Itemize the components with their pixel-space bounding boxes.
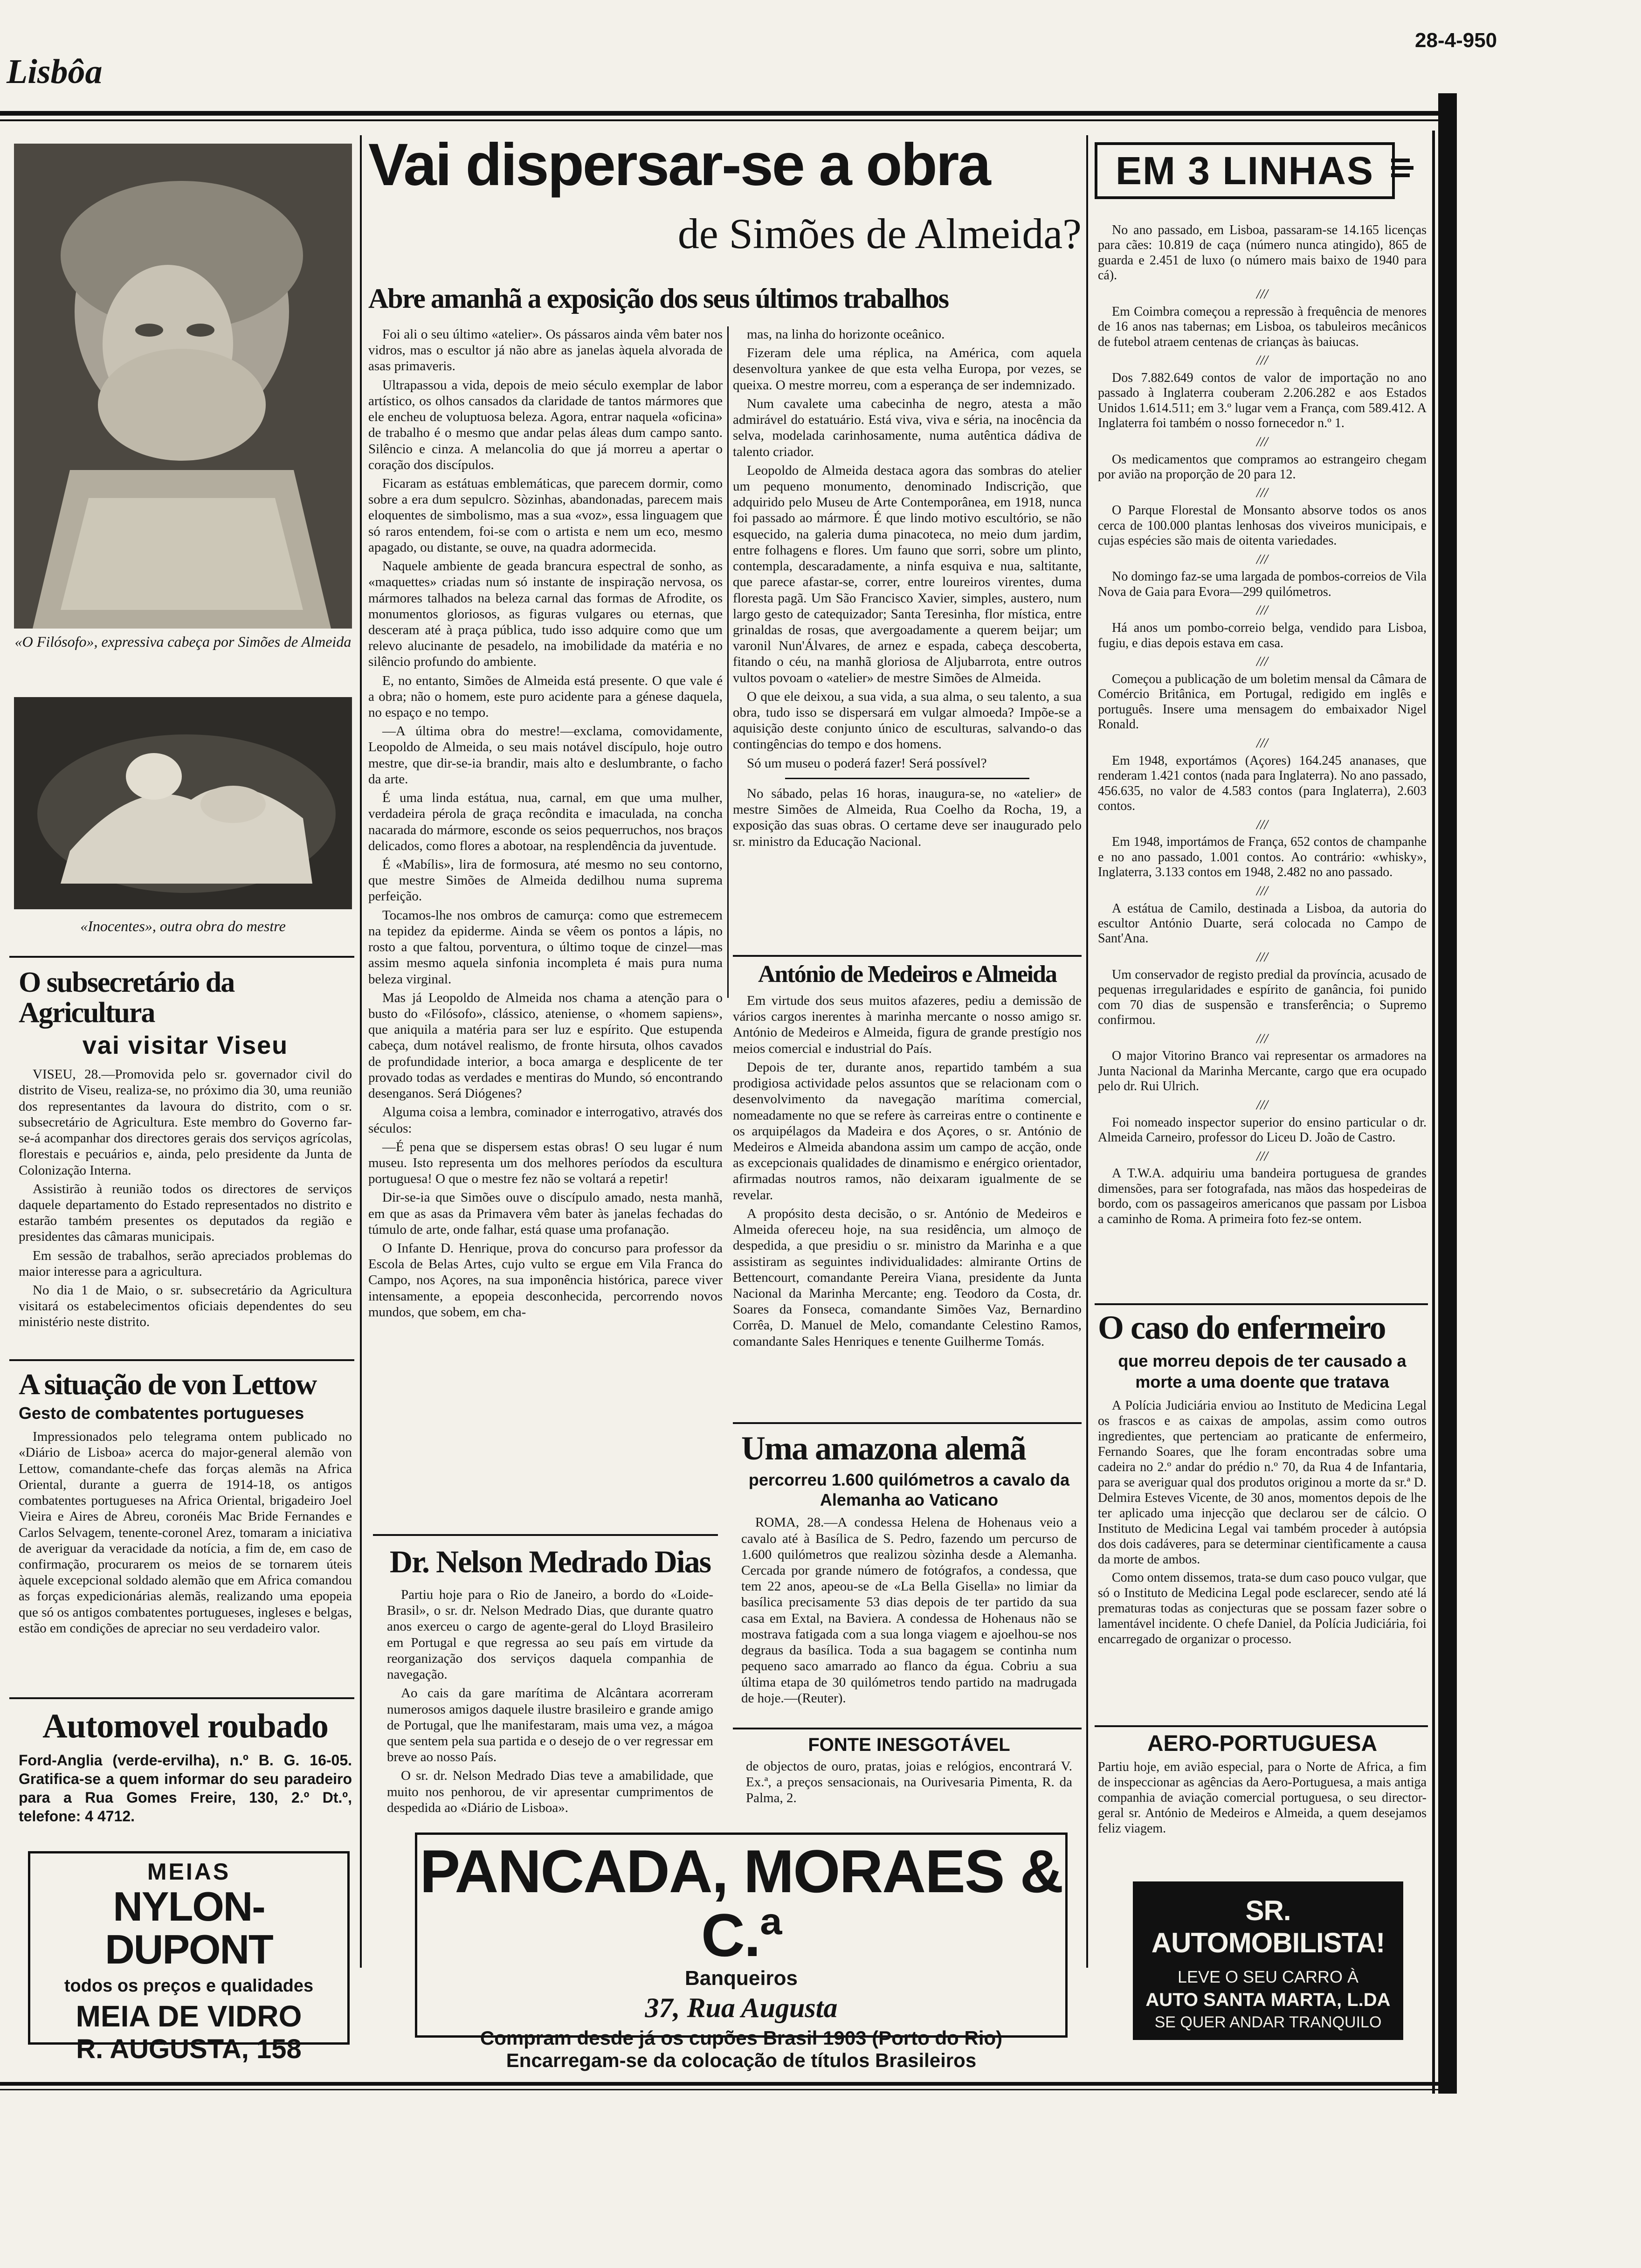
lettow-article <box>19 1369 352 1639</box>
section-title: Lisbôa <box>7 53 103 91</box>
paragraph: Naquele ambiente de geada brancura espectral de sonho, as «maquettes» criadas num só instante de inspiração nervosa, os mármores talhados na beleza carnal das formas de Afrodite, os monumentos gloriosos, as figuras vulgares ou eternas, que desceram até à praça pública, tudo isso adquire como que um relevo alucinante de pesadelo, na imobilidade da matéria e no silêncio profundo do ambiente. <box>368 559 723 670</box>
header-rule <box>0 111 1450 116</box>
em3linhas-title: EM 3 LINHAS <box>1115 149 1374 193</box>
aero-title: AERO-PORTUGUESA <box>1147 1731 1378 1756</box>
subsecretario-title: O subsecretário da Agricultura <box>19 967 234 1029</box>
automobilista-line5: 51, R. DE SANTA MARTA, 51-C <box>1191 2039 1345 2051</box>
list-item: A T.W.A. adquiriu uma bandeira portuguesa de grandes dimensões, para ser fotografada, nas mãos das hospedeiras de bordo, com os passageiros americanos que passam por Lisboa a caminho de Roma. A primeira foto fez-se ontem. <box>1098 1166 1427 1226</box>
medeiros-body <box>733 993 1082 1349</box>
paragraph: —É pena que se dispersem estas obras! O seu lugar é num museu. Isto representa um dos melhores períodos da escultura portuguesa! O que o mestre fez não se voltará a repetir! <box>368 1139 723 1187</box>
right-border-inner <box>1432 131 1435 2094</box>
meias-line4: MEIA DE VIDRO <box>76 1999 302 2033</box>
separator: /// <box>1256 1148 1268 1164</box>
list-item: Foi nomeado inspector superior do ensino particular o dr. Almeida Carneiro, professor do Liceu D. João de Castro. <box>1098 1115 1427 1145</box>
list-item: Há anos um pombo-correio belga, vendido para Lisboa, fugiu, e dias depois estava em casa. <box>1098 621 1427 650</box>
expo-rule <box>785 778 1029 779</box>
list-item: O Parque Florestal de Monsanto absorve todos os anos cerca de 100.000 plantas lenhosas dos viveiros municipais, e cujas espécies são mais de oitenta variedades. <box>1098 503 1427 548</box>
paragraph: Ultrapassou a vida, depois de meio século exemplar de labor artístico, os olhos cansados da claridade de tantos mármores que ele encheu de voluptuosa beleza. Agora, entrar naquela «oficina» de trabalho é o mesmo que andar pelas áleas dum campo santo. Silêncio e cinza. A melancolia do que já morreu a apertar o coração dos discípulos. <box>368 377 723 472</box>
main-subhead: Abre amanhã a exposição dos seus últimos trabalhos <box>368 283 949 314</box>
em3linhas-box <box>1095 142 1395 199</box>
list-item: Começou a publicação de um boletim mensal da Câmara de Comércio Britânica, em Portugal, redigido em inglês e português. Insere uma mensagem do embaixador Nigel Ronald. <box>1098 671 1427 732</box>
list-item: Dos 7.882.649 contos de valor de importação no ano passado à Inglaterra couberam 2.206.282 e aos Estados Unidos 1.614.511; em 3.º lugar vem a França, com 589.412. A Inglaterra foi também o nosso fornecedor n.º 1. <box>1098 370 1427 431</box>
separator: /// <box>1256 485 1268 501</box>
right-border <box>1438 93 1457 2094</box>
amazona-article <box>741 1431 1077 1709</box>
aero-text: Partiu hoje, em avião especial, para o Norte de Africa, a fim de inspeccionar as agências da Aero-Portuguesa, a mais antiga companhia de aviação comercial portuguesa, o seu director-geral sr. António de Medeiros e Almeida, a quem desejamos feliz viagem. <box>1098 1760 1427 1836</box>
subsecretario-body <box>19 1066 352 1330</box>
pancada-line4: Compram desde já os cupões Brasil 1903 (Porto do Rio) <box>480 2027 1003 2049</box>
philosopher-caption: «O Filósofo», expressiva cabeça por Simões de Almeida <box>14 633 352 650</box>
rule-center-1 <box>733 955 1082 957</box>
paragraph: Ao cais da gare marítima de Alcântara acorreram numerosos amigos daquele ilustre brasileiro e grande amigo de Portugal, que lhe manifestaram, mais uma vez, a mágoa que sentem pela sua partida e o desejo de o ver regressar em breve ao nosso País. <box>387 1686 713 1765</box>
list-item: Em 1948, importámos de França, 652 contos de champanhe e no ano passado, 1.001 contos. Ao contrário: «whisky», Inglaterra, 3.133 contos em 1948, 2.482 no ano passado. <box>1098 835 1427 880</box>
rule-left-2 <box>9 1359 354 1361</box>
section-header <box>0 52 196 94</box>
separator: /// <box>1256 816 1268 832</box>
enfermeiro-body <box>1098 1398 1427 1647</box>
subsecretario-article <box>19 968 352 1333</box>
paragraph: mas, na linha do horizonte oceânico. <box>747 327 945 342</box>
separator: /// <box>1256 1097 1268 1113</box>
separator: /// <box>1256 654 1268 670</box>
automobilista-line3: AUTO SANTA MARTA, L.DA <box>1145 1990 1391 2010</box>
list-item: Em Coimbra começou a repressão à frequência de menores de 16 anos nas tabernas; em Lisboa, os tabuleiros mecânicos de futebol atraem centenas de crianças às baiucas. <box>1098 304 1427 349</box>
footer-rule <box>0 2082 1450 2086</box>
paragraph: Fizeram dele uma réplica, na América, com aquela desenvoltura yankee de que esta velha Europa, por vezes, se queixa. O mestre morreu, com a esperança de ser indemnizado. <box>733 346 1082 393</box>
main-column-2 <box>733 326 1082 852</box>
lettow-body <box>19 1429 352 1636</box>
medeiros-title: António de Medeiros e Almeida <box>758 961 1057 988</box>
medrado-body <box>387 1587 713 1816</box>
paragraph: Assistirão à reunião todos os directores de serviços daquele departamento do Estado representados no distrito e estarão também presentes os deputados da região e presidentes das câmaras municipais. <box>19 1181 352 1245</box>
paragraph: Como ontem dissemos, trata-se dum caso pouco vulgar, que só o Instituto de Medicina Legal pode esclarecer, sendo até lá prematuras todas as conjecturas que se possam fazer sobre o lamentável incidente. O chefe Daniel, da Polícia Judiciária, foi encarregado de organizar o processo. <box>1098 1570 1427 1647</box>
list-item: Em 1948, exportámos (Açores) 164.245 ananases, que renderam 1.421 contos (nada para Inglaterra). No ano passado, 456.635, no valor de 4.583 contos (para Inglaterra), 2.603 contos. <box>1098 753 1427 814</box>
paragraph: Leopoldo de Almeida destaca agora das sombras do atelier um pequeno monumento, denominado Indiscrição, que adquirido pelo Museu de Arte Contemporânea, em 1918, nunca foi passado ao mármore. É que lindo motivo escultório, se não esquecido, na galeria duma pinacoteca, no meio dum jardim, entre folhagens e flores. Um fauno que sorri, sobre um plinto, contempla, descaradamente, a ninfa esquiva e nua, saltitante, que parece afastar-se, correr, entre loureiros virentes, duma floresta pagã. Um São Francisco Xavier, simples, austero, num largo gesto de catequizador; Santa Teresinha, flor mística, entre grinaldas de rosas, que avergoadamente a querem beijar; um varonil Nun'Álvares, de arnez e espada, cabeça descoberta, fitando o céu, na manhã gloriosa de Aljubarrota, entre outros vultos povoam o «atelier» de mestre Simões de Almeida. <box>733 463 1082 685</box>
header-rule-thin <box>0 119 1450 121</box>
rule-left-1 <box>9 956 354 958</box>
amazona-subtitle: percorreu 1.600 quilómetros a cavalo da Alemanha ao Vaticano <box>748 1470 1070 1510</box>
paragraph: É uma linda estátua, nua, carnal, em que uma mulher, verdadeira pérola de graça recôndita e imaculada, na concha nacarada do mármore, esconde os seios pequerruchos, nos braços delicados, como flores a abotoar, na resplendência da juventude. <box>368 790 723 853</box>
pancada-line5: Encarregam-se da colocação de títulos Brasileiros <box>506 2049 977 2071</box>
separator: /// <box>1256 1030 1268 1046</box>
enfermeiro-subtitle: que morreu depois de ter causado a morte a uma doente que tratava <box>1118 1351 1407 1391</box>
em3linhas-list <box>1098 223 1427 1230</box>
automovel-text: Ford-Anglia (verde-ervilha), n.º B. G. 16-05. Gratifica-se a quem informar do seu paradeiro para a Rua Gomes Freire, 130, 2.º Dt.º, telefone: 4 4712. <box>19 1752 352 1825</box>
lettow-title: A situação de von Lettow <box>19 1368 317 1401</box>
rule-left-3 <box>9 1697 354 1699</box>
rule-right-2 <box>1095 1725 1428 1727</box>
rule-center-2 <box>373 1534 718 1536</box>
list-item: No ano passado, em Lisboa, passaram-se 14.165 licenças para cães: 10.819 de caça (número nunca atingido), 865 de guarda e 2.451 de luxo (o número mais baixo de 1940 para cá). <box>1098 223 1427 283</box>
rule-center-3 <box>733 1422 1082 1424</box>
list-item: Um conservador de registo predial da província, acusado de pequenas irregularidades e espírito de ganância, foi punido com 70 dias de suspensão e transferência; o Supremo confirmou. <box>1098 967 1427 1028</box>
meias-line3: todos os preços e qualidades <box>64 1976 314 1996</box>
column-rule-1 <box>360 135 362 1968</box>
pancada-ad <box>415 1832 1068 2071</box>
main-headline-2: de Simões de Almeida? <box>677 210 1082 257</box>
rule-center-4 <box>733 1728 1082 1729</box>
paragraph: O que ele deixou, a sua vida, a sua alma, o seu talento, a sua obra, tudo isso se dispersará em vulgar almoeda? Impõe-se a aquisição deste conjunto único de esculturas, salvando-o das contingências do tempo e dos homens. <box>733 689 1082 752</box>
pancada-line3: 37, Rua Augusta <box>645 1992 838 2023</box>
amazona-title: Uma amazona alemã <box>741 1430 1026 1467</box>
paragraph: Só um museu o poderá fazer! Será possível? <box>747 755 987 771</box>
page-date: 28-4-950 <box>1415 29 1497 52</box>
footer-rule-thin <box>0 2089 1450 2090</box>
paragraph: Num cavalete uma cabecinha de negro, atesta a mão admirável do estatuário. Está viva, viva e séria, na inocência da selva, modelada carinhosamente, numa autêntica dádiva de talento criador. <box>733 396 1082 459</box>
enfermeiro-title: O caso do enfermeiro <box>1098 1309 1386 1346</box>
paragraph: Depois de ter, durante anos, repartido também a sua prodigiosa actividade pelos assuntos que se relacionam com o desenvolvimento da navegação marítima comercial, nomeadamente no que se refere às carreiras entre o continente e os arquipélagos da Madeira e dos Açores, o sr. António de Medeiros e Almeida abandona assim um campo de acção, onde as excepcionais qualidades de dinamismo e enérgico orientador, afirmadas noutros ramos, não deixaram igualmente de se revelar. <box>733 1059 1082 1203</box>
paragraph: Foi ali o seu último «atelier». Os pássaros ainda vêm bater nos vidros, mas o escultor já não abre as janelas àquela alvorada de asas primaveris. <box>368 327 723 374</box>
meias-line1: MEIAS <box>147 1859 231 1885</box>
list-item: No domingo faz-se uma largada de pombos-correios de Vila Nova de Gaia para Evora—299 quilómetros. <box>1098 569 1427 599</box>
expo-paragraph: No sábado, pelas 16 horas, inaugura-se, no «atelier» de mestre Simões de Almeida, Rua Coelho da Rocha, 19, a exposição das suas obras. O certame deve ser inaugurado pelo sr. ministro da Educação Nacional. <box>733 786 1082 849</box>
paragraph: E, no entanto, Simões de Almeida está presente. O que vale é a obra; não o homem, este puro acidente para a génese daquela, no espaço e no tempo. <box>368 673 723 720</box>
main-headline: Vai dispersar-se a obra <box>368 131 990 198</box>
inocentes-photo <box>14 697 352 909</box>
main-column-1 <box>368 326 723 1323</box>
pancada-name: PANCADA, MORAES & C.ª <box>420 1837 1063 1969</box>
lettow-subtitle: Gesto de combatentes portugueses <box>19 1404 304 1423</box>
paragraph: Alguma coisa a lembra, cominador e interrogativo, através dos séculos: <box>368 1105 723 1136</box>
paragraph: ROMA, 28.—A condessa Helena de Hohenaus veio a cavalo até à Basílica de S. Pedro, fazendo um percurso de 1.600 quilómetros que realizou sòzinha desde a Alemanha. Cercada por grande número de fotógrafos, a condessa, que tem 22 anos, apeou-se de «La Bella Gisella» no limiar da basílica precisamente 53 dias depois de ter partido da sua casa em Extal, na Baviera. A condessa de Hohenaus não se mostrava fatigada com a sua longa viagem e ajoelhou-se nos degraus da basílica. Toda a sua bagagem se continha num pequeno saco amarrado ao flanco da égua. Cobriu a sua última etapa de 30 quilómetros tendo partido na madrugada de hoje.—(Reuter). <box>741 1515 1077 1706</box>
separator: /// <box>1256 353 1268 368</box>
list-item: O major Vitorino Branco vai representar os armadores na Junta Nacional da Marinha Mercante, cargo que era ocupado pelo dr. Rui Ulrich. <box>1098 1049 1427 1094</box>
paragraph: A propósito desta decisão, o sr. António de Medeiros e Almeida ofereceu hoje, na sua residência, um almoço de despedida, a que presidiu o sr. ministro da Marinha e a que assistiram as seguintes individualidades: almirante Ortins de Bettencourt, comandante Pereira Viana, presidente da Junta Nacional da Marinha Mercante; eng. Teodoro da Costa, dr. Soares da Fonseca, comandante Simões Vaz, Bernardino Corrêa, D. Manuel de Melo, comandante Celestino Ramos, comandante Sales Henriques e tenente Guilherme Tomás. <box>733 1206 1082 1349</box>
medrado-article <box>387 1543 713 1819</box>
separator: /// <box>1256 602 1268 618</box>
meias-line5: R. AUGUSTA, 158 <box>76 2033 302 2064</box>
paragraph: Ficaram as estátuas emblemáticas, que parecem dormir, como sobre a era dum sepulcro. Sòzinhas, abandonadas, parecem mais eloquentes de simbolismo, mas a sua «voz», essa linguagem que só raros entendem, foi-se com o artista e nem um eco, mesmo apagado, ou distante, se ouve, na quadra adormecida. <box>368 476 723 555</box>
paragraph: Em sessão de trabalhos, serão apreciados problemas do maior interesse para a agricultura. <box>19 1248 352 1279</box>
automobilista-line4: SE QUER ANDAR TRANQUILO <box>1154 2013 1382 2031</box>
pancada-line2: Banqueiros <box>684 1967 798 1990</box>
subsecretario-subtitle: vai visitar Viseu <box>82 1031 289 1060</box>
amazona-body <box>741 1514 1077 1706</box>
automobilista-ad <box>1133 1881 1403 2051</box>
automobilista-line2: LEVE O SEU CARRO À <box>1177 1967 1359 1986</box>
philosopher-photo <box>14 144 352 629</box>
separator: /// <box>1256 883 1268 899</box>
rule-right-1 <box>1095 1303 1428 1305</box>
enfermeiro-article <box>1098 1310 1427 1650</box>
paragraph: —A última obra do mestre!—exclama, comovidamente, Leopoldo de Almeida, o seu mais notável discípulo, hoje outro mestre, que dir-se-ia brandir, mais alto e deslumbrante, o facho da arte. <box>368 724 723 787</box>
fonte-text: de objectos de ouro, pratas, joias e relógios, encontrará V. Ex.ª, a preços sensacionais, na Ourivesaria Pimenta, R. da Palma, 2. <box>746 1759 1072 1806</box>
paragraph: O sr. dr. Nelson Medrado Dias teve a amabilidade, que muito nos penhorou, de vir apresentar cumprimentos de despedida ao «Diário de Lisboa». <box>387 1768 713 1815</box>
list-item: Os medicamentos que compramos ao estrangeiro chegam por avião na proporção de 20 para 12. <box>1098 452 1427 482</box>
separator: /// <box>1256 286 1268 302</box>
paragraph: O Infante D. Henrique, prova do concurso para professor da Escola de Belas Artes, cujo vulto se ergue em Vila Franca do Campo, nos Açores, na sua imponência histórica, parece viver intensamente, a epopeia desconhecida, percorrendo novos mundos, que sobem, em cha- <box>368 1241 723 1320</box>
main-column-divider <box>727 326 729 998</box>
paragraph: Tocamos-lhe nos ombros de camurça: como que estremecem na tepidez da epiderme. Ainda se vêem os pontos a lápis, no rosto a que faltou, porventura, o último toque de cinzel—mas assim mesmo aquela sinfonia incompleta é mais pura numa beleza virginal. <box>368 907 723 987</box>
meias-line2: NYLON-DUPONT <box>105 1883 273 1973</box>
paragraph: Impressionados pelo telegrama ontem publicado no «Diário de Lisboa» acerca do major-general alemão von Lettow, comandante-chefe das forças alemãs na Africa Oriental, durante a guerra de 1914-18, os antigos combatentes portugueses na Africa Oriental, brigadeiro Joel Vieira e Aires de Abreu, coronéis Mac Bride Fernandes e Carlos Selvagem, tenente-coronel Arez, tomaram a iniciativa de averiguar da veracidade da notícia, a fim de, em caso de confirmação, procurarem os meios de se tornarem úteis àquele excepcional soldado alemão que em Africa comandou as forças expedicionárias alemãs, realizando uma epopeia que só os antigos combatentes portugueses, ingleses e belgas, estão em condições de apreciar no seu verdadeiro valor. <box>19 1429 352 1636</box>
meias-ad <box>28 1851 350 2064</box>
paragraph: Dir-se-ia que Simões ouve o discípulo amado, nesta manhã, em que as asas da Primavera vêm bater às janelas fechadas do túmulo de arte, onde falhar, está quase uma profanação. <box>368 1190 723 1237</box>
sculpture-illustration <box>14 697 352 909</box>
paragraph: A Polícia Judiciária enviou ao Instituto de Medicina Legal os frascos e as caixas de ampolas, assim como outros ingredientes, que pertenciam ao praticante de enfermeiro, Fernando Soares, que lhe foram encontradas sobre uma cadeira no 2.º andar do prédio n.º 70, da Rua 4 de Infantaria, para se averiguar qual dos produtos originou a morte da sr.ª D. Delmira Esteves Vicente, de 30 anos, momentos depois de lhe ter aplicado uma injecção que declarou ser de cálcio. O Instituto de Medicina Legal vai também proceder à autópsia dos dois cadáveres, para se determinar cientìficamente a causa da morte de ambos. <box>1098 1398 1427 1567</box>
automovel-ad <box>19 1707 352 1825</box>
separator: /// <box>1256 949 1268 965</box>
inocentes-caption: «Inocentes», outra obra do mestre <box>80 918 286 934</box>
bust-illustration <box>14 144 352 629</box>
medeiros-article <box>733 961 1082 1352</box>
paragraph: VISEU, 28.—Promovida pelo sr. governador civil do distrito de Viseu, realiza-se, no próximo dia 30, uma reunião dos representantes da lavoura do distrito, com o sr. subsecretário de Agricultura. Este membro do Governo far-se-á acompanhar dos directores gerais dos serviços agrícolas, florestais e pecuários e, ainda, pelo presidente da Junta de Colonização Interna. <box>19 1067 352 1178</box>
medrado-title: Dr. Nelson Medrado Dias <box>389 1544 711 1579</box>
aero-article <box>1098 1731 1427 1836</box>
automobilista-line1: SR. AUTOMOBILISTA! <box>1151 1895 1385 1958</box>
column-rule-2 <box>1086 135 1088 1968</box>
list-item: A estátua de Camilo, destinada a Lisboa, da autoria do escultor António Duarte, será colocada no Campo de Sant'Ana. <box>1098 901 1427 946</box>
separator: /// <box>1256 434 1268 449</box>
paragraph: Mas já Leopoldo de Almeida nos chama a atenção para o busto do «Filósofo», clássico, ateniense, o «homem sapiens», que aniquila a matéria para ser luz e espírito. Que estupenda cabeça, dum notável realismo, de fronte hirsuta, olhos cavados de profundidade interior, a boca amarga e desplicente de ter provado todas as verdades e mentiras do Mundo, só encontrando desenganos. Será Diógenes? <box>368 990 723 1101</box>
fonte-ad <box>746 1735 1072 1806</box>
separator: /// <box>1256 551 1268 567</box>
paragraph: No dia 1 de Maio, o sr. subsecretário da Agricultura visitará os estabelecimentos oficiais dependentes do seu ministério neste distrito. <box>19 1283 352 1330</box>
em3linhas-arrow <box>1391 149 1419 187</box>
automovel-title: Automovel roubado <box>42 1707 328 1745</box>
fonte-title: FONTE INESGOTÁVEL <box>808 1735 1010 1755</box>
paragraph: Partiu hoje para o Rio de Janeiro, a bordo do «Loide-Brasil», o sr. dr. Nelson Medrado Dias, que durante quatro anos exerceu o cargo de agente-geral do Lloyd Brasileiro em Portugal e que regressa ao seu país em virtude da reorganização dos serviços daquela companhia de navegação. <box>387 1587 713 1682</box>
paragraph: É «Mabílis», lira de formosura, até mesmo no seu contorno, que mestre Simões de Almeida dedilhou numa suprema perfeição. <box>368 857 723 904</box>
separator: /// <box>1256 735 1268 751</box>
paragraph: Em virtude dos seus muitos afazeres, pediu a demissão de vários cargos inerentes à marinha mercante o nosso amigo sr. António de Medeiros e Almeida, figura de grande prestígio nos meios comercial e industrial do País. <box>733 993 1082 1056</box>
